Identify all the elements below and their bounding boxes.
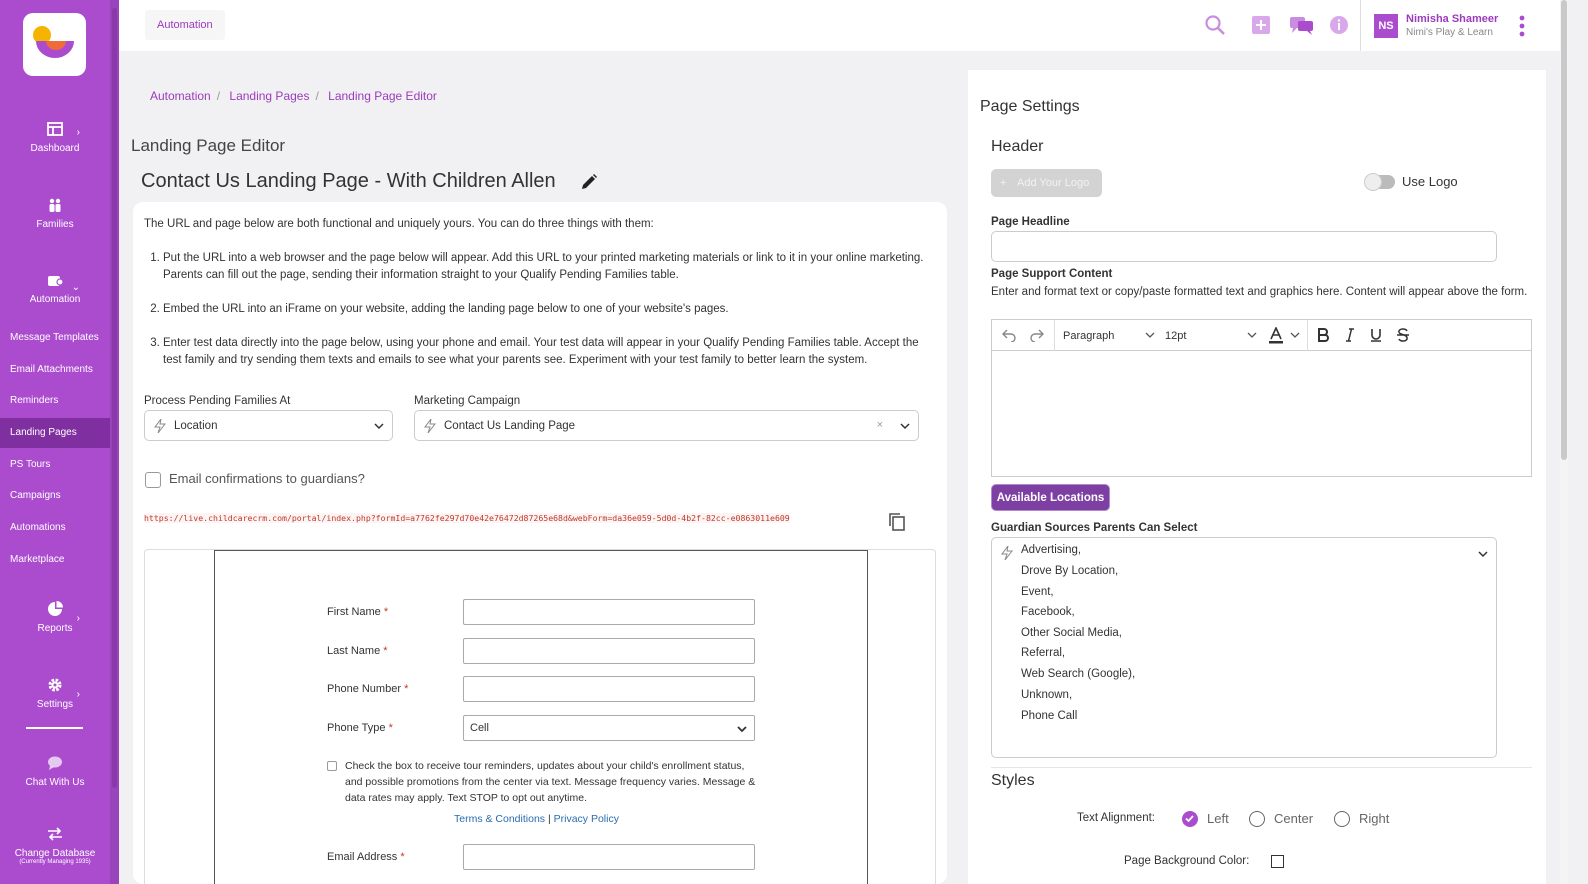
align-left-label: Left [1207,811,1229,826]
underline-icon[interactable] [1369,328,1383,342]
current-database-note: (Currently Managing 1935) [19,859,91,865]
preview-form [214,550,868,884]
info-icon[interactable] [1328,14,1350,36]
process-pending-value: Location [174,420,218,432]
instructions-lead: The URL and page below are both functional and uniquely yours. You can do three things with them: [144,218,654,230]
chat-bubble-icon [47,755,63,771]
bolt-icon [154,419,166,433]
copy-icon[interactable] [887,512,907,532]
guardian-source-option[interactable]: Facebook, [1021,606,1075,618]
chevron-down-icon [374,421,384,431]
more-options-icon[interactable] [1519,15,1525,37]
phone-type-value: Cell [470,722,489,734]
chevron-right-icon: › [76,613,80,624]
landing-page-preview [144,549,936,884]
align-center-radio[interactable] [1249,811,1265,827]
instructions [144,216,934,386]
swap-arrows-icon [47,826,63,842]
first-name-label: First Name * [327,606,389,618]
phone-type-select[interactable] [463,715,755,741]
guardian-source-option[interactable]: Referral, [1021,647,1066,659]
guardian-source-option[interactable]: Web Search (Google), [1021,668,1136,680]
families-icon [47,197,63,213]
nav-settings[interactable] [0,677,110,710]
instruction-step: 3. Enter test data directly into the page below, using your phone and email. Your test data will appear in your Qualify Pending Families table. Accept the test family and try sending them texts and emails to see what your parents see. Experiment with your test family to better learn the system. [163,335,934,369]
chevron-down-icon [1290,331,1300,339]
nav-marketplace[interactable]: Marketplace [10,554,65,565]
page-scrollbar[interactable] [1560,0,1568,884]
text-color-icon[interactable] [1268,327,1284,344]
bold-icon[interactable] [1316,328,1330,342]
instruction-step: 1. Put the URL into a web browser and the page below will appear. Add this URL to your printed marketing materials or link to it in your online marketing. Parents can fill out the page, sending their information straight to your Qualify Pending Families table. [163,250,934,284]
bolt-icon [424,419,436,433]
redo-icon[interactable] [1030,328,1044,342]
guardian-sources-label: Guardian Sources Parents Can Select [991,522,1198,534]
gear-icon [47,677,63,693]
use-logo-toggle[interactable] [1365,175,1395,189]
landing-page-card [133,202,947,884]
add-logo-button[interactable] [991,169,1102,197]
header-section-title: Header [991,138,1044,155]
page-scrollbar-thumb[interactable] [1561,0,1567,460]
sms-consent-text: Check the box to receive tour reminders, updates about your child's enrollment status, and possible promotions from the center via text. Message frequency varies. Message & data rates may apply. Text STOP to opt out anytime. [345,760,756,804]
align-right-radio[interactable] [1334,811,1350,827]
last-name-label: Last Name * [327,645,388,657]
privacy-link[interactable]: Privacy Policy [553,813,619,825]
use-logo-label: Use Logo [1402,174,1458,189]
text-alignment-label: Text Alignment: [1077,812,1155,824]
nav-change-database[interactable] [0,826,110,865]
nav-automations[interactable]: Automations [10,522,66,533]
phone-number-label: Phone Number * [327,683,409,695]
app-logo[interactable] [23,13,86,76]
toolbar-divider [1054,320,1055,351]
chevron-down-icon [1478,549,1488,559]
chevron-down-icon [737,724,747,734]
guardian-sources-select[interactable] [991,537,1497,758]
email-confirm-label: Email confirmations to guardians? [169,471,365,486]
align-right-label: Right [1359,811,1390,826]
legal-links [454,813,619,825]
user-organization: Nimi's Play & Learn [1406,27,1493,38]
nav-landing-pages[interactable]: Landing Pages [0,418,110,448]
last-name-input[interactable] [463,638,755,664]
nav-chat-label: Chat With Us [25,777,85,788]
background-color-swatch[interactable] [1271,855,1284,868]
rich-text-editor [991,319,1532,477]
chevron-right-icon: › [76,689,80,700]
font-size-select[interactable] [1165,330,1250,342]
nav-families[interactable] [0,197,110,230]
guardian-source-option[interactable]: Drove By Location, [1021,565,1119,577]
nav-chat[interactable] [0,755,110,788]
avatar[interactable]: NS [1374,14,1398,38]
nav-message-templates[interactable]: Message Templates [10,332,99,343]
styles-section-title: Styles [991,772,1035,789]
guardian-source-option[interactable]: Unknown, [1021,689,1073,701]
page-headline-input[interactable] [991,231,1497,262]
email-address-label: Email Address * [327,851,405,863]
marketing-campaign-select[interactable] [414,410,919,441]
bolt-icon [1001,546,1013,560]
search-icon[interactable] [1204,14,1226,36]
chevron-down-icon: ⌄ [71,282,80,293]
nav-campaigns[interactable]: Campaigns [10,490,61,501]
terms-link[interactable]: Terms & Conditions [454,813,546,825]
phone-type-label: Phone Type * [327,722,393,734]
font-size-value: 12pt [1165,330,1187,342]
marketing-campaign-label: Marketing Campaign [414,395,521,407]
breadcrumb [150,89,443,103]
chevron-right-icon: › [76,127,80,138]
dashboard-icon [47,121,63,137]
landing-page-name: Contact Us Landing Page - With Children Allen [141,170,556,192]
landing-page-url[interactable]: https://live.childcarecrm.com/portal/index.php?formId=a7762fe297d70e42e76472d87265e68d&webForm=da36e059-5d0d-4b2f-82cc-e0863011e609 [144,513,790,523]
toolbar-divider [1307,320,1308,351]
process-pending-label: Process Pending Families At [144,395,291,407]
page-headline-label: Page Headline [991,216,1070,228]
sms-consent-checkbox[interactable] [327,761,337,771]
edit-pencil-icon[interactable] [580,173,598,191]
breadcrumb-landing-pages[interactable]: Landing Pages [229,89,310,103]
align-left-radio[interactable] [1182,811,1198,827]
guardian-source-option[interactable]: Other Social Media, [1021,627,1122,639]
nav-change-database-label: Change Database [14,848,96,859]
page-title: Landing Page Editor [131,136,286,155]
pie-chart-icon [47,601,63,617]
checkmark-icon [1183,812,1196,825]
chevron-down-icon [900,421,910,431]
breadcrumb-landing-page-editor[interactable]: Landing Page Editor [328,89,437,103]
nav-automation-label: Automation [29,294,81,305]
marketing-campaign-value: Contact Us Landing Page [444,420,576,432]
instruction-step: 2. Embed the URL into an iFrame on your website, adding the landing page below to one of your website's pages. [163,301,934,318]
sidebar-divider [26,727,83,729]
toggle-knob [1364,173,1382,191]
sidebar [0,0,110,884]
strikethrough-icon[interactable] [1396,328,1410,342]
add-icon[interactable] [1250,14,1272,36]
page-support-description: Enter and format text or copy/paste formatted text and graphics here. Content will appear above the form. [991,286,1528,298]
breadcrumb-separator: / [315,89,319,103]
block-format-select[interactable] [1063,330,1153,342]
editor-toolbar [992,320,1531,351]
top-section-tab[interactable]: Automation [145,10,225,40]
block-format-value: Paragraph [1063,330,1115,342]
nav-dashboard[interactable] [0,121,110,154]
plus-icon: + [1000,177,1007,189]
guardian-source-option[interactable]: Event, [1021,586,1054,598]
sidebar-scrollbar[interactable] [110,0,119,884]
breadcrumb-separator: / [216,89,221,103]
user-name[interactable]: Nimisha Shameer [1406,13,1499,25]
styles-divider [991,767,1532,768]
nav-reports[interactable] [0,601,110,634]
italic-icon[interactable] [1343,328,1357,342]
add-logo-label: Add Your Logo [1017,177,1090,189]
undo-icon[interactable] [1002,328,1016,342]
first-name-input[interactable] [463,599,755,625]
page-settings-title: Page Settings [980,98,1080,115]
nav-ps-tours[interactable]: PS Tours [10,459,51,470]
email-confirm-checkbox[interactable] [145,472,161,488]
chevron-down-icon [1247,331,1257,339]
sidebar-scrollbar-thumb[interactable] [112,8,117,788]
automation-icon [47,272,63,288]
nav-email-attachments[interactable]: Email Attachments [10,364,93,375]
clear-icon[interactable]: × [876,419,883,431]
nav-reports-label: Reports [37,623,73,634]
legal-links-divider: | [547,813,551,825]
nav-families-label: Families [36,219,74,230]
nav-settings-label: Settings [36,699,74,710]
top-bar [119,0,1560,51]
page-settings-panel [968,70,1546,884]
phone-number-input[interactable] [463,676,755,702]
nav-reminders[interactable]: Reminders [10,395,59,406]
align-center-label: Center [1274,811,1314,826]
nav-dashboard-label: Dashboard [30,143,80,154]
email-address-input[interactable] [463,844,755,870]
breadcrumb-automation[interactable]: Automation [150,89,211,103]
topbar-divider [1360,0,1361,51]
background-color-label: Page Background Color: [1124,855,1250,867]
process-pending-select[interactable] [144,410,393,441]
guardian-source-option[interactable]: Phone Call [1021,710,1078,722]
page-support-label: Page Support Content [991,268,1113,280]
nav-automation[interactable] [0,272,110,305]
guardian-source-option[interactable]: Advertising, [1021,544,1082,556]
available-locations-button[interactable]: Available Locations [991,484,1110,511]
chevron-down-icon [1145,331,1155,339]
messages-icon[interactable] [1289,14,1315,36]
